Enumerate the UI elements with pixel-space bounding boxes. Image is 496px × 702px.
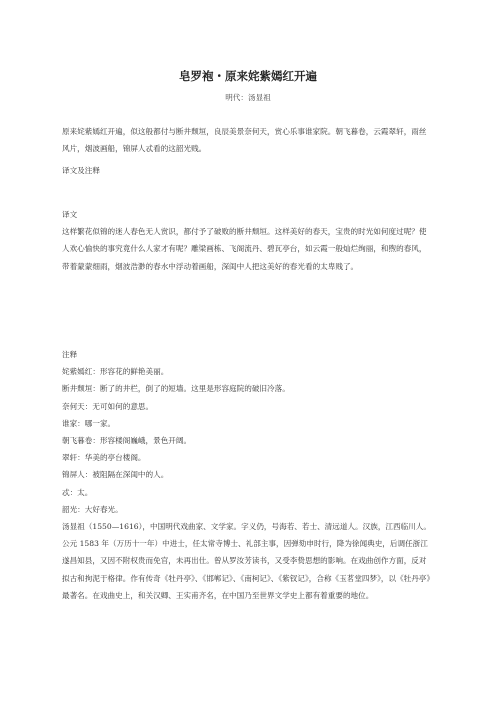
translation-section — [62, 206, 434, 275]
note-item: 断井颓垣：断了的井栏，倒了的短墙。这里是形容庭院的破旧冷落。 — [62, 384, 290, 394]
poem-text: 原来姹紫嫣红开遍，似这般都付与断井颓垣，良辰美景奈何天，赏心乐事谁家院。朝飞暮卷，云霞翠轩，雨丝风片，烟波画船，锦屏人忒看的这韶光贱。 — [62, 127, 427, 154]
note-item: 韶光：大好春光。 — [62, 504, 123, 514]
note-item: 翠轩：华美的亭台楼阁。 — [62, 453, 146, 463]
translation-heading: 译文 — [62, 210, 78, 219]
notes-section — [62, 346, 434, 604]
note-item: 锦屏人：被阻隔在深闺中的人。 — [62, 470, 169, 480]
section-heading-block — [62, 162, 434, 179]
note-item: 谁家：哪一家。 — [62, 418, 116, 428]
note-item: 朝飞暮卷：形容楼阁巍峨，景色开阔。 — [62, 436, 192, 446]
poem-title: 皂罗袍・原来姹紫嫣红开遍 — [179, 69, 317, 83]
poem-text-block — [62, 123, 434, 157]
note-item: 姹紫嫣红：形容花的鲜艳美丽。 — [62, 367, 169, 377]
author-bio: 汤显祖（1550—1616），中国明代戏曲家、文学家。字义仍，号海若、若士、清远道人。汉族，江西临川人。公元 1583 年（万历十一年）中进士，任太常寺博士、礼部主事，因弹劾申时行，降为徐闻典史，后调任浙江遂昌知县，又因不附权贵而免官，未再出仕。曾从罗汝芳读书，又受李贽思想的影响。在戏曲创作方面，反对拟古和拘泥于格律。作有传奇《牡丹亭》、《邯郸记》、《南柯记》、《紫钗记》，合称《玉茗堂四梦》，以《牡丹亭》最著名。在戏曲史上，和关汉卿、王实甫齐名，在中国乃至世界文学史上都有着重要的地位。 — [62, 522, 431, 600]
notes-heading: 注释 — [62, 350, 78, 359]
section-heading: 译文及注释 — [62, 166, 100, 175]
author-line: 明代：汤显祖 — [225, 93, 271, 102]
note-item: 忒：太。 — [62, 487, 93, 497]
translation-text: 这样繁花似锦的迷人春色无人赏识，都付予了破败的断井颓垣。这样美好的春天，宝贵的时光如何度过呢？使人欢心愉快的事究竟什么人家才有呢？雕梁画栋、飞阁流丹、碧瓦亭台，如云霞一般灿烂绚丽，和煦的春风，带着蒙蒙细雨，烟波浩渺的春水中浮动着画船，深闺中人把这美好的春光看的太卑贱了。 — [62, 227, 427, 271]
note-item: 奈何天：无可如何的意思。 — [62, 401, 154, 411]
